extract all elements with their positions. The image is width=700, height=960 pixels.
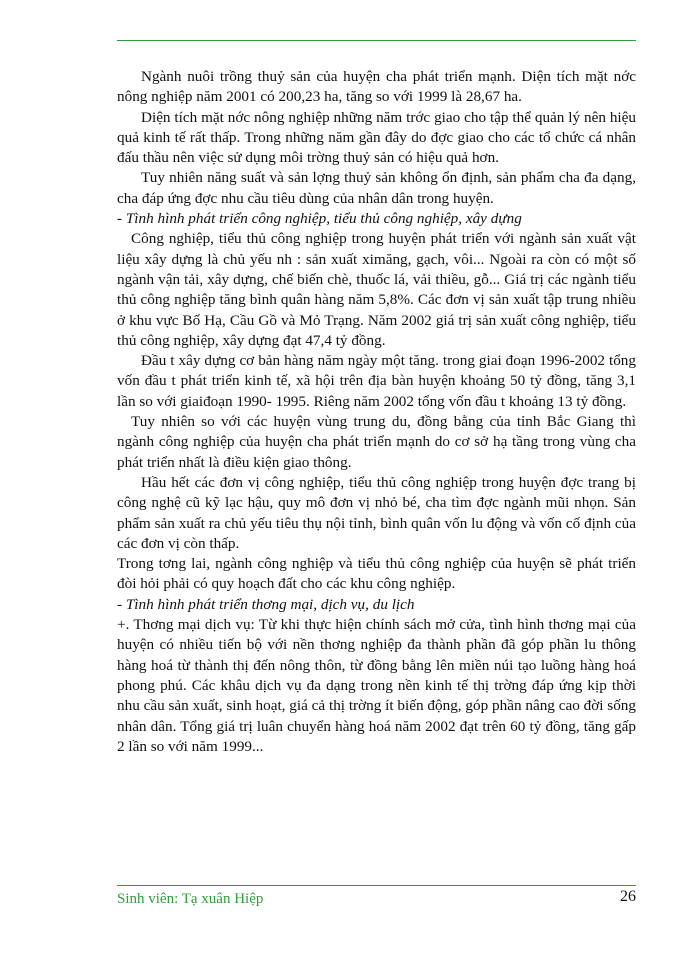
paragraph-technology: Hầu hết các đơn vị công nghiệp, tiểu thủ công nghiệp trong huyện đợc trang bị công nghệ cũ kỹ lạc hậu, quy mô đơn vị nhỏ bé, cha tìm đợc ngành mũi nhọn. Sản phẩm sản xuất ra chủ yếu tiêu thụ nội tỉnh, bình quân vốn lu động và vốn cố định của các đơn vị còn thấp.	[117, 473, 636, 552]
page-number: 26	[620, 888, 636, 905]
paragraph-fish-output: Tuy nhiên năng suất và sản lợng thuỷ sản không ổn định, sản phẩm cha đa dạng, cha đáp ứng đợc nhu cầu tiêu dùng của nhân dân trong huyện.	[117, 169, 636, 207]
paragraph-industry: Công nghiệp, tiểu thủ công nghiệp trong huyện phát triển với ngành sản xuất vật liệu xây dựng là chủ yếu nh : sản xuất ximăng, gạch, vôi... Ngoài ra còn có một số ngành vận tải, xây dựng, chế biến chè, thuốc lá, vải thiều, gỗ... Giá trị các ngành tiểu thủ công nghiệp tăng bình quân hàng năm 5,8%. Các đơn vị sản xuất tập trung nhiều ở khu vực Bố Hạ, Cầu Gồ và Mỏ Trạng. Năm 2002 giá trị sản xuất công nghiệp, tiểu thủ công nghiệp, xây dựng đạt 47,4 tỷ đồng.	[117, 230, 636, 349]
paragraph-commerce: +. Thơng mại dịch vụ: Từ khi thực hiện chính sách mở cửa, tình hình thơng mại của huyện có nhiều tiến bộ với nền thơng nghiệp đa thành phần đã góp phần lu thông hàng hoá từ thành thị đến nông thôn, từ đồng bằng lên miền núi tạo luồng hàng hoá phong phú. Các khâu dịch vụ đa dạng trong nền kinh tế thị trờng đáp ứng kịp thời nhu cầu sản xuất, sinh hoạt, giá cả thị trờng ít biến động, góp phần nâng cao đời sống nhân dân. Tổng giá trị luân chuyển hàng hoá năm 2002 đạt trên 60 tỷ đồng, tăng gấp 2 lần so với năm 1999...	[117, 616, 636, 755]
footer-rule	[117, 885, 636, 886]
section-heading-commerce: - Tình hình phát triển thơng mại, dịch vụ, du lịch	[117, 595, 415, 613]
section-heading-industry: - Tình hình phát triển công nghiệp, tiểu thủ công nghiệp, xây dựng	[117, 210, 522, 228]
footer-student-name: Sinh viên: Tạ xuân Hiệp	[117, 891, 264, 907]
paragraph-water-surface: Diện tích mặt nớc nông nghiệp những năm trớc giao cho tập thể quản lý nên hiệu quả kinh tế rất thấp. Trong những năm gần đây do đợc giao cho các tổ chức cá nhân đấu thầu nên việc sử dụng môi trờng thuỷ sản có hiệu quả hơn.	[117, 108, 636, 167]
paragraph-investment: Đầu t xây dựng cơ bản hàng năm ngày một tăng. trong giai đoạn 1996-2002 tổng vốn đầu t phát triển kinh tế, xã hội trên địa bàn huyện khoảng 50 tỷ đồng, tăng 3,1 lần so với giaiđoạn 1990- 1995. Riêng năm 2002 tổng vốn đầu t khoảng 13 tỷ đồng.	[117, 352, 636, 410]
paragraph-future: Trong tơng lai, ngành công nghiệp và tiểu thủ công nghiệp của huyện sẽ phát triển đòi hỏi phải có quy hoạch đất cho các khu công nghiệp.	[117, 555, 636, 593]
paragraph-comparison: Tuy nhiên so với các huyện vùng trung du, đồng bằng của tỉnh Bắc Giang thì ngành công nghiệp của huyện cha phát triển mạnh do cơ sở hạ tầng trong vùng cha phát triển nhất là điều kiện giao thông.	[117, 413, 636, 471]
body-text	[117, 67, 636, 757]
paragraph-aquaculture: Ngành nuôi trồng thuỷ sản của huyện cha phát triển mạnh. Diện tích mặt nớc nông nghiệp năm 2001 có 200,23 ha, tăng so với 1999 là 28,67 ha.	[117, 68, 636, 106]
header-rule	[117, 40, 636, 41]
